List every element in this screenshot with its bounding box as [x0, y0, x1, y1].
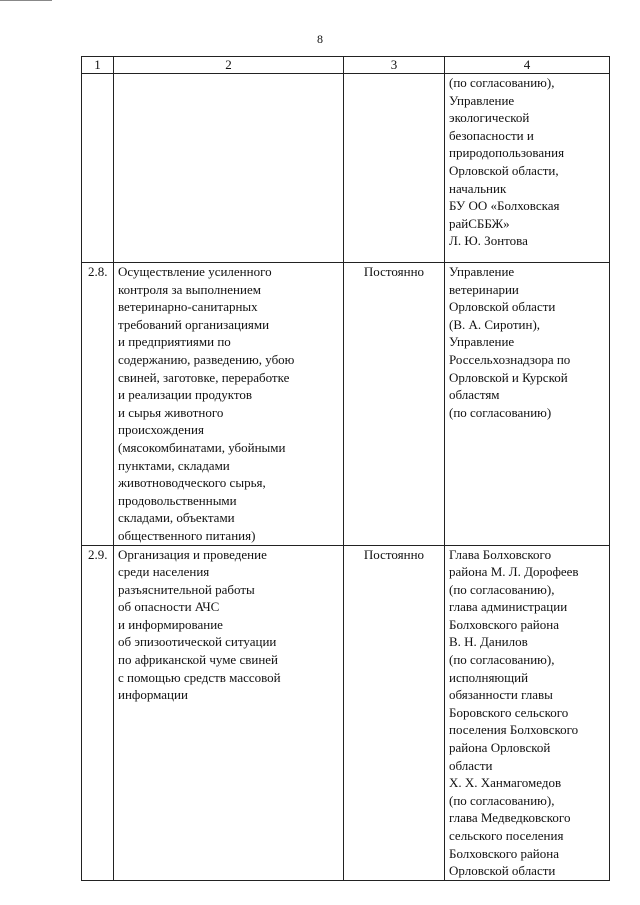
scan-edge-line — [0, 0, 52, 1]
responsible-cell — [445, 74, 610, 263]
cell-line: (по согласованию), — [449, 581, 555, 597]
cell-line: и сырья животного — [118, 404, 224, 420]
cell-line: (по согласованию), — [449, 75, 555, 90]
cell-line: глава администрации — [449, 599, 568, 615]
page-number: 8 — [317, 32, 323, 46]
cell-line: сельского поселения — [449, 828, 564, 843]
cell-line: происхождения — [118, 422, 204, 438]
term-cell: Постоянно — [344, 545, 445, 880]
responsible-cell — [445, 263, 610, 546]
column-header-1: 1 — [82, 57, 114, 74]
cell-line: Россельхознадзора по — [449, 351, 571, 367]
cell-line: по африканской чуме свиней — [118, 652, 278, 668]
action-cell — [114, 74, 344, 263]
action-cell — [114, 263, 344, 546]
cell-line: и информирование — [118, 616, 223, 632]
cell-line: Л. Ю. Зонтова — [449, 233, 528, 249]
cell-line: В. Н. Данилов — [449, 634, 528, 650]
action-cell — [114, 545, 344, 880]
cell-line: ветеринарно-санитарных — [118, 299, 258, 315]
cell-line: содержанию, разведению, убою — [118, 351, 295, 367]
cell-line: района Орловской — [449, 740, 551, 756]
cell-line: экологической — [449, 110, 530, 126]
cell-line: начальник — [449, 180, 507, 196]
table-header-row — [82, 57, 610, 74]
cell-line: райСББЖ» — [449, 215, 510, 231]
cell-line: Болховского района — [449, 616, 559, 632]
table-row — [82, 545, 610, 880]
cell-line: Глава Болховского — [449, 546, 552, 562]
cell-line: Орловской и Курской — [449, 369, 568, 385]
cell-line: глава Медведковского — [449, 810, 571, 826]
cell-line: складами, объектами — [118, 510, 235, 526]
cell-line: Боровского сельского — [449, 704, 569, 720]
cell-line: Орловской области — [449, 863, 556, 879]
cell-line: (по согласованию), — [449, 652, 555, 668]
cell-line: животноводческого сырья, — [118, 475, 266, 491]
cell-line: (В. А. Сиротин), — [449, 316, 541, 332]
cell-line: области — [449, 757, 493, 773]
cell-line: (мясокомбинатами, убойными — [118, 439, 286, 455]
cell-line: Х. Х. Ханмагомедов — [449, 775, 562, 791]
cell-line: требований организациями — [118, 316, 270, 332]
cell-line: свиней, заготовке, переработке — [118, 369, 290, 385]
cell-line: и предприятиями по — [118, 334, 231, 350]
cell-line: обязанности главы — [449, 687, 553, 703]
cell-line: Болховского района — [449, 845, 559, 861]
table-row — [82, 74, 610, 263]
cell-line: продовольственными — [118, 492, 237, 508]
column-header-3: 3 — [344, 57, 445, 74]
measures-table — [81, 56, 610, 881]
cell-line: безопасности и — [449, 127, 534, 143]
cell-line: Организация и проведение — [118, 546, 267, 562]
cell-line: общественного питания) — [118, 527, 256, 543]
cell-line: разъяснительной работы — [118, 581, 255, 597]
cell-line: об опасности АЧС — [118, 599, 220, 615]
cell-line: и реализации продуктов — [118, 387, 252, 403]
responsible-cell — [445, 545, 610, 880]
cell-line: пунктами, складами — [118, 457, 230, 473]
table-row — [82, 263, 610, 546]
cell-line: Управление — [449, 92, 515, 108]
cell-line: ветеринарии — [449, 281, 519, 297]
cell-line: (по согласованию) — [449, 404, 552, 420]
term-cell: Постоянно — [344, 263, 445, 546]
cell-line: информации — [118, 687, 188, 703]
row-number: 2.8. — [82, 263, 114, 546]
row-number — [82, 74, 114, 263]
cell-line: контроля за выполнением — [118, 281, 261, 297]
column-header-2: 2 — [114, 57, 344, 74]
cell-line: поселения Болховского — [449, 722, 579, 738]
column-header-4: 4 — [445, 57, 610, 74]
cell-line: об эпизоотической ситуации — [118, 634, 277, 650]
cell-line: района М. Л. Дорофеев — [449, 564, 579, 580]
row-number: 2.9. — [82, 545, 114, 880]
cell-line: среди населения — [118, 564, 210, 580]
cell-line: Управление — [449, 264, 515, 279]
cell-line: природопользования — [449, 145, 565, 161]
cell-line: БУ ОО «Болховская — [449, 198, 560, 214]
cell-line: Управление — [449, 334, 515, 350]
cell-line: исполняющий — [449, 669, 529, 685]
cell-line: Орловской области — [449, 299, 556, 315]
cell-line: с помощью средств массовой — [118, 669, 281, 685]
cell-line: Осуществление усиленного — [118, 264, 272, 279]
term-cell — [344, 74, 445, 263]
cell-line: (по согласованию), — [449, 792, 555, 808]
cell-line: Орловской области, — [449, 162, 559, 178]
cell-line: областям — [449, 387, 500, 403]
